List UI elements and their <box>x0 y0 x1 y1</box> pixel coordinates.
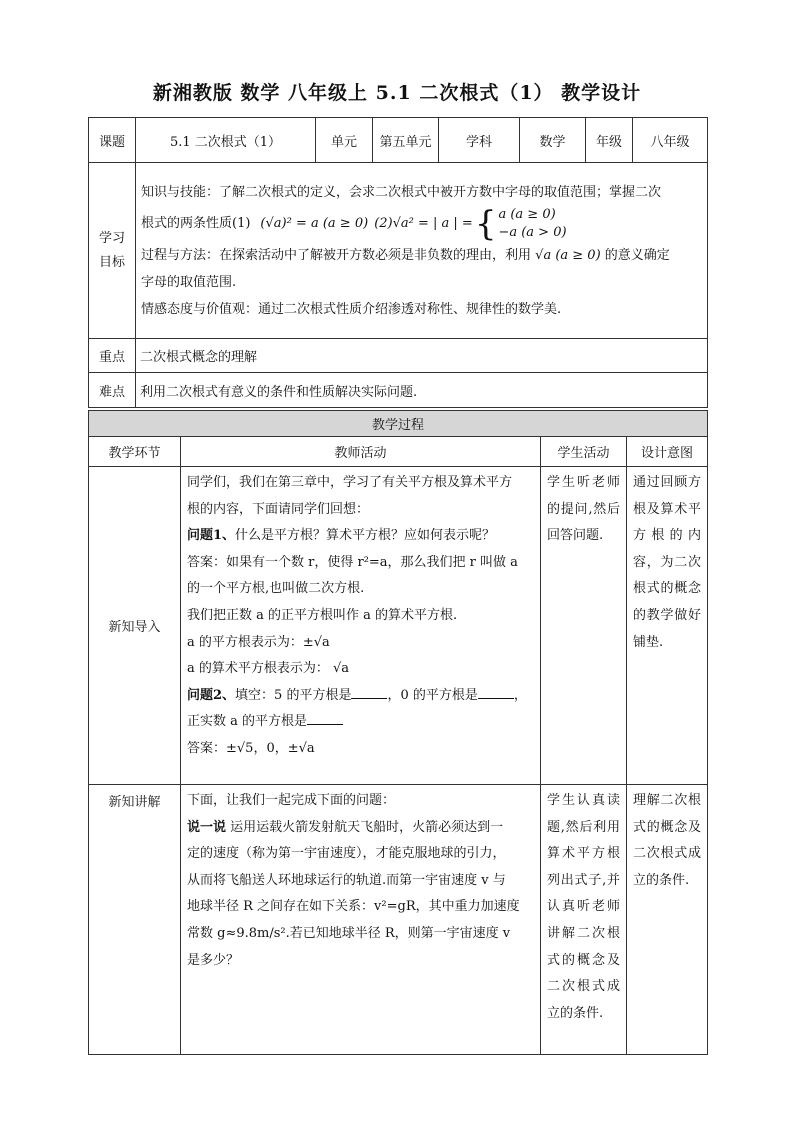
document-title: 新湘教版 数学 八年级上 5.1 二次根式（1） 教学设计 <box>152 82 642 104</box>
key-point-label: 重点 <box>89 339 136 373</box>
objective-attitude: 情感态度与价值观：通过二次根式性质介绍渗透对称性、规律性的数学美. <box>141 301 562 317</box>
question-1 <box>187 523 534 550</box>
arithmetic-root-notation: a 的算术平方根表示为： √a <box>187 661 350 677</box>
question-2-text: 正实数 a 的平方根是 <box>187 714 308 730</box>
col-student: 学生活动 <box>541 437 627 467</box>
difficulty-label: 难点 <box>89 373 136 408</box>
process-title: 教学过程 <box>89 411 708 437</box>
objective-knowledge: 知识与技能：了解二次根式的定义，会求二次根式中被开方数中字母的取值范围；掌握二次 <box>141 184 662 200</box>
question-1-label: 问题1、 <box>187 528 236 544</box>
intro-stage: 新知导入 <box>89 467 181 785</box>
fill-blank <box>307 712 343 725</box>
lecture-line: 下面，让我们一起完成下面的问题： <box>187 793 396 808</box>
grade-label: 年级 <box>586 118 633 163</box>
objectives-label: 学习目标 <box>89 163 136 339</box>
square-root-notation: a 的平方根表示为：±√a <box>187 634 330 650</box>
objective-method-cont: 字母的取值范围. <box>141 274 237 290</box>
intro-student: 学生听老师的提问,然后回答问题. <box>541 467 627 785</box>
property-formula-1: (√a)² = a (a ≥ 0) <box>260 216 369 231</box>
lecture-line: 定的速度（称为第一宇宙速度），才能克服地球的引力， <box>187 846 506 862</box>
question-2-label: 问题2、 <box>187 687 236 703</box>
question-2-text: 填空：5 的平方根是 <box>235 687 352 703</box>
say-it-line <box>187 815 534 842</box>
difficulty-value: 利用二次根式有意义的条件和性质解决实际问题. <box>136 373 708 408</box>
method-formula: √a (a ≥ 0) <box>535 247 601 263</box>
objectives-content <box>136 163 708 339</box>
say-it-label: 说一说 <box>187 819 227 835</box>
question-2-text: ，0 的平方根是 <box>387 687 478 703</box>
unit-value: 第五单元 <box>373 118 439 163</box>
method-text: 过程与方法：在探索活动中了解被开方数必须是非负数的理由，利用 <box>141 247 532 263</box>
col-design: 设计意图 <box>627 437 708 467</box>
unit-label: 单元 <box>316 118 373 163</box>
lecture-line: 常数 g≈9.8m/s².若已知地球半径 R，则第一宇宙速度 v <box>187 925 511 941</box>
lecture-stage: 新知讲解 <box>89 785 181 1055</box>
course-value: 5.1 二次根式（1） <box>136 118 316 163</box>
piecewise-cases <box>498 206 566 242</box>
lecture-line: 是多少？ <box>187 952 240 968</box>
objective-method <box>141 242 702 269</box>
col-teacher: 教师活动 <box>181 437 541 467</box>
subject-value: 数学 <box>520 118 586 163</box>
case-negative: −a (a > 0) <box>498 224 567 240</box>
grade-value: 八年级 <box>633 118 708 163</box>
question-2 <box>187 683 534 710</box>
method-suffix: 的意义确定 <box>604 247 670 263</box>
intro-design: 通过回顾方根及算术平方根的内容，为二次根式的概念的教学做好铺垫. <box>627 467 708 785</box>
objective-properties <box>141 203 702 244</box>
properties-prefix: 根式的两条性质(1) <box>141 216 251 231</box>
info-table <box>88 117 708 408</box>
lecture-teacher <box>181 785 541 1055</box>
fill-blank <box>351 686 387 699</box>
fill-blank <box>478 686 514 699</box>
lecture-design: 理解二次根式的概念及二次根式成立的条件. <box>627 785 708 1055</box>
intro-line: 同学们，我们在第三章中，学习了有关平方根及算术平方 <box>187 475 513 490</box>
question-1-text: 什么是平方根？算术平方根？应如何表示呢？ <box>235 528 496 544</box>
lecture-student: 学生认真读题,然后利用算术平方根列出式子,并认真听老师讲解二次根式的概念及二次根式成立的条件. <box>541 785 627 1055</box>
key-point-value: 二次根式概念的理解 <box>136 339 708 373</box>
process-table <box>88 410 708 1055</box>
lecture-line: 地球半径 R 之间存在如下关系：v²=gR，其中重力加速度 <box>187 899 520 915</box>
answer-1: 答案：如果有一个数 r，使得 r²=a，那么我们把 r 叫做 a <box>187 554 518 570</box>
intro-teacher <box>181 467 541 785</box>
lecture-line: 运用运载火箭发射航天飞船时，火箭必须达到一 <box>226 819 504 835</box>
definition-line: 我们把正数 a 的正平方根叫作 a 的算术平方根. <box>187 607 458 623</box>
answer-1-cont: 的一个平方根,也叫做二次方根. <box>187 581 365 597</box>
intro-line: 根的内容，下面请同学们回想： <box>187 501 370 517</box>
col-stage: 教学环节 <box>89 437 181 467</box>
question-2-text: ， <box>513 687 527 703</box>
subject-label: 学科 <box>439 118 520 163</box>
answer-2: 答案：±√5，0，±√a <box>187 740 315 756</box>
course-label: 课题 <box>89 118 136 163</box>
piecewise-brace: { <box>474 203 497 244</box>
lecture-line: 从而将飞船送人环地球运行的轨道.而第一宇宙速度 v 与 <box>187 872 506 888</box>
case-nonnegative: a (a ≥ 0) <box>498 206 556 222</box>
question-2-line2 <box>187 709 534 736</box>
property-formula-2: (2)√a² = | a | = <box>374 216 473 231</box>
